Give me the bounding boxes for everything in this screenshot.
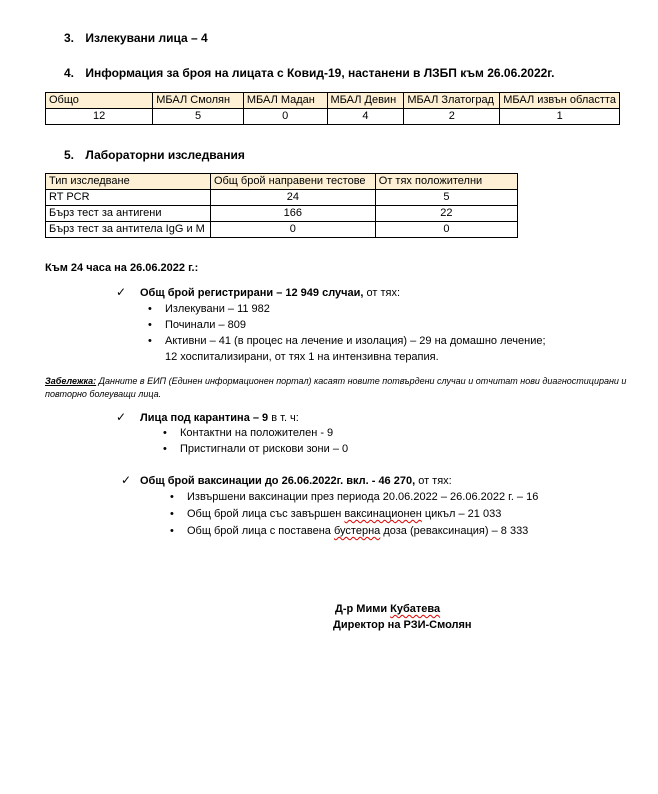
section-5-heading [64,148,245,162]
list-item: Извършени ваксинации през периода 20.06.2022 – 26.06.2022 г. – 16 [187,491,539,503]
registered-line [140,287,400,299]
signature-title: Директор на РЗИ-Смолян [333,619,472,631]
table-header-cell: МБАЛ Златоград [404,93,500,109]
bullet-icon: • [163,443,167,455]
table-cell: 1 [500,109,620,125]
spellcheck-word: Кубатева [390,603,441,615]
list-item [187,525,528,537]
list-item: Пристигнали от рискови зони – 0 [180,443,349,455]
spellcheck-word: ваксинационен [344,508,422,520]
section-4-title: Информация за броя на лицата с Ковид-19, настанени в ЛЗБП към 26.06.2022г. [85,66,555,80]
table-header-row [46,93,620,109]
summary-heading: Към 24 часа на 26.06.2022 г.: [45,262,199,274]
table-cell: 12 [46,109,153,125]
table-cell: 2 [404,109,500,125]
bullet-icon: • [148,319,152,331]
list-item-text: Общ брой лица с поставена [187,525,334,537]
table-cell: 5 [375,190,517,206]
list-item: Активни – 41 (в процес на лечение и изолация) – 29 на домашно лечение; [165,335,546,347]
table-header-cell: От тях положителни [375,174,517,190]
section-4-number: 4. [64,66,75,80]
section-3-heading [64,31,208,45]
vaccination-line [140,475,452,487]
registered-total: Общ брой регистрирани – 12 949 случаи, [140,287,364,299]
bullet-icon: • [148,335,152,347]
table-row [46,222,518,238]
table-header-cell: МБАЛ извън областта [500,93,620,109]
table-header-cell: МБАЛ Девин [327,93,404,109]
table-cell: 22 [375,206,517,222]
table-header-cell: МБАЛ Мадан [243,93,327,109]
table-header-cell: МБАЛ Смолян [153,93,244,109]
checkmark-icon: ✓ [116,285,127,299]
list-item-text: доза (реваксинация) – 8 333 [380,525,529,537]
quarantine-suffix: в т. ч: [268,412,299,424]
spellcheck-word: бустерна [334,525,381,537]
table-header-cell: Тип изследване [46,174,211,190]
section-3-title: Излекувани лица – 4 [85,31,208,45]
table-header-cell: Общо [46,93,153,109]
hospitalized-table [45,92,620,125]
table-header-cell: Общ брой направени тестове [210,174,375,190]
lab-tests-table [45,173,518,238]
table-cell: 4 [327,109,404,125]
quarantine-line [140,412,299,424]
table-row [46,206,518,222]
table-row [46,109,620,125]
checkmark-icon: ✓ [121,473,132,487]
section-4-heading [64,66,554,80]
bullet-icon: • [170,491,174,503]
checkmark-icon: ✓ [116,410,127,424]
signature-name-part: Д-р Мими [335,603,391,615]
table-cell: Бърз тест за антигени [46,206,211,222]
table-cell: Бърз тест за антитела IgG и M [46,222,211,238]
bullet-icon: • [170,508,174,520]
table-cell: 5 [153,109,244,125]
section-5-number: 5. [64,148,75,162]
list-item: Излекувани – 11 982 [165,303,270,315]
bullet-icon: • [170,525,174,537]
section-5-title: Лабораторни изследвания [85,148,245,162]
list-item [187,508,501,520]
table-header-row [46,174,518,190]
list-item-text: Общ брой лица със завършен [187,508,345,520]
bullet-icon: • [163,427,167,439]
note-text: Данните в ЕИП (Единен информационен портал) касаят новите потвърдени случаи и отчитат нови диагностицирани и [96,376,627,386]
vaccination-suffix: от тях: [415,475,452,487]
table-cell: 166 [210,206,375,222]
table-cell: 24 [210,190,375,206]
quarantine-total: Лица под карантина – 9 [140,412,269,424]
table-cell: 0 [243,109,327,125]
registered-suffix: от тях: [363,287,401,299]
vaccination-total: Общ брой ваксинации до 26.06.2022г. вкл. - 46 270, [140,475,416,487]
table-cell: 0 [210,222,375,238]
bullet-icon: • [148,303,152,315]
table-cell: 0 [375,222,517,238]
list-item-continuation: 12 хоспитализирани, от тях 1 на интензивна терапия. [165,351,439,363]
list-item: Контактни на положителен - 9 [180,427,334,439]
table-cell: RT PCR [46,190,211,206]
table-row [46,190,518,206]
note-label: Забележка: [45,376,97,386]
note-line-1 [45,375,626,388]
list-item: Починали – 809 [165,319,246,331]
note-line-2: повторно болеуващи лица. [45,389,162,399]
section-3-number: 3. [64,31,75,45]
list-item-text: цикъл – 21 033 [421,508,502,520]
signature-name [335,603,440,615]
